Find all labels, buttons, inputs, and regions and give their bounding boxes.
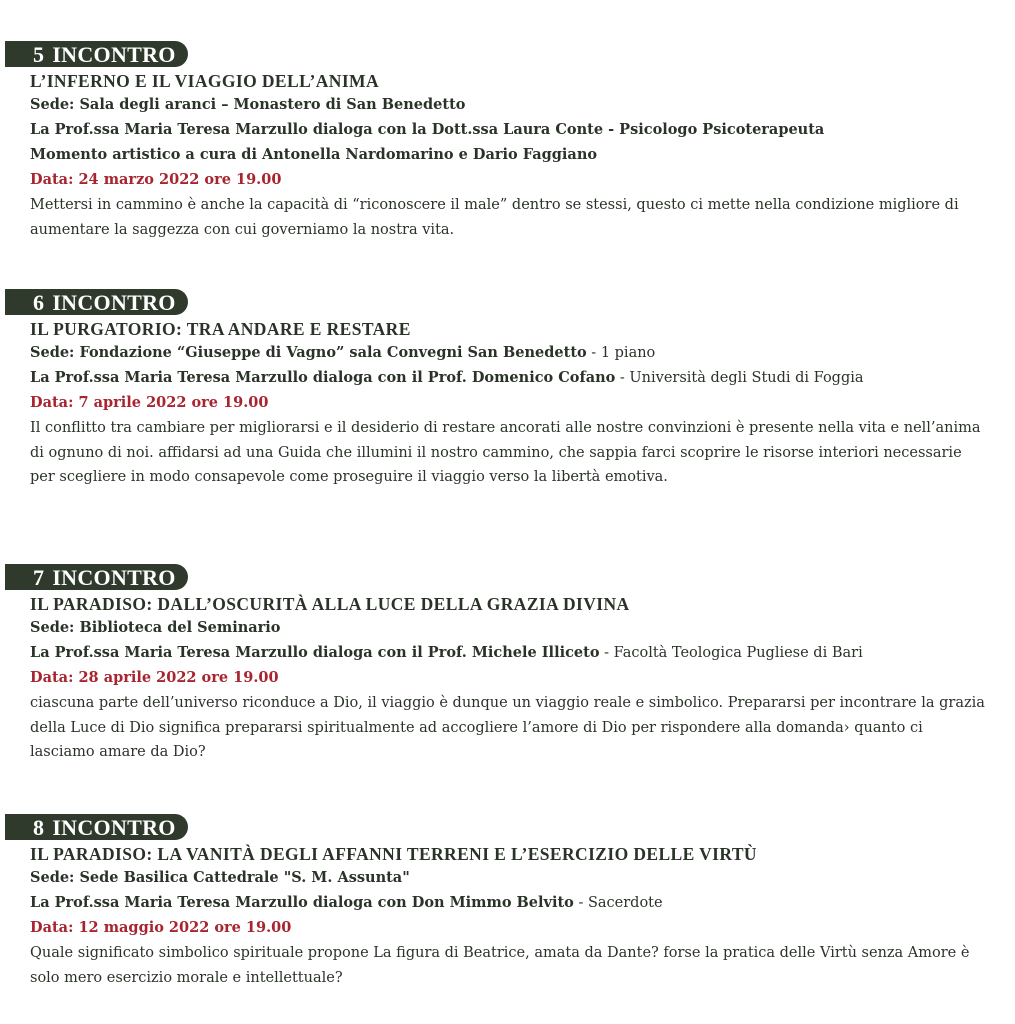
event-venue: Sede: Biblioteca del Seminario: [30, 619, 281, 636]
event-venue: Sede: Fondazione “Giuseppe di Vagno” sala Convegni San Benedetto - 1 piano: [30, 344, 656, 361]
event-badge: 5 INCONTRO: [5, 41, 188, 67]
event-venue: Sede: Sede Basilica Cattedrale "S. M. Assunta": [30, 869, 410, 886]
event-extra: Momento artistico a cura di Antonella Nardomarino e Dario Faggiano: [30, 146, 598, 163]
event-badge: 7 INCONTRO: [5, 564, 188, 590]
event-venue: Sede: Sala degli aranci – Monastero di San Benedetto: [30, 96, 466, 113]
event-date: Data: 24 marzo 2022 ore 19.00: [30, 171, 282, 188]
event-description: Mettersi in cammino è anche la capacità di “riconoscere il male” dentro se stessi, questo ci mette nella condizione migliore di aumentare la saggezza con cui governiamo la nostra vita.: [30, 197, 959, 238]
event-7: [30, 564, 985, 765]
event-badge: 6 INCONTRO: [5, 289, 188, 315]
event-dialogue-role: - Università degli Studi di Foggia: [615, 370, 864, 386]
event-title: IL PURGATORIO: TRA ANDARE E RESTARE: [30, 319, 411, 339]
event-dialogue-role: - Psicologo Psicoterapeuta: [603, 121, 825, 138]
event-5: [30, 41, 985, 242]
event-dialogue: La Prof.ssa Maria Teresa Marzullo dialoga con il Prof. Michele Illiceto - Facoltà Teologica Pugliese di Bari: [30, 644, 863, 661]
event-dialogue: La Prof.ssa Maria Teresa Marzullo dialoga con la Dott.ssa Laura Conte - Psicologo Psicoterapeuta: [30, 121, 825, 138]
event-title: IL PARADISO: DALL’OSCURITÀ ALLA LUCE DELLA GRAZIA DIVINA: [30, 594, 630, 614]
event-6: [30, 289, 985, 490]
event-date: Data: 12 maggio 2022 ore 19.00: [30, 919, 292, 936]
event-dialogue-role: - Facoltà Teologica Pugliese di Bari: [599, 645, 863, 661]
event-dialogue-role: - Sacerdote: [573, 895, 663, 911]
event-dialogue: La Prof.ssa Maria Teresa Marzullo dialoga con Don Mimmo Belvito - Sacerdote: [30, 894, 663, 911]
event-description: Quale significato simbolico spirituale propone La figura di Beatrice, amata da Dante? forse la pratica delle Virtù senza Amore è solo mero esercizio morale e intellettuale?: [30, 945, 970, 986]
event-badge: 8 INCONTRO: [5, 814, 188, 840]
event-description: Il conflitto tra cambiare per migliorarsi e il desiderio di restare ancorati alle nostre convinzioni è presente nella vita e nell’anima di ognuno di noi. affidarsi ad una Guida che illumini il nostro cammino, che sappia farci scoprire le risorse interiori necessarie per scegliere in modo consapevole come proseguire il viaggio verso la libertà emotiva.: [30, 420, 981, 485]
event-8: [30, 814, 985, 990]
event-date: Data: 28 aprile 2022 ore 19.00: [30, 669, 279, 686]
event-date: Data: 7 aprile 2022 ore 19.00: [30, 394, 269, 411]
event-dialogue: La Prof.ssa Maria Teresa Marzullo dialoga con il Prof. Domenico Cofano - Università degli Studi di Foggia: [30, 369, 864, 386]
event-title: IL PARADISO: LA VANITÀ DEGLI AFFANNI TERRENI E L’ESERCIZIO DELLE VIRTÙ: [30, 844, 757, 864]
event-description: ciascuna parte dell’universo riconduce a Dio, il viaggio è dunque un viaggio reale e simbolico. Prepararsi per incontrare la grazia della Luce di Dio significa prepararsi spiritualmente ad accogliere l’amore di Dio per rispondere alla domanda› quanto ci lasciamo amare da Dio?: [30, 695, 985, 760]
event-title: L’INFERNO E IL VIAGGIO DELL’ANIMA: [30, 71, 380, 91]
